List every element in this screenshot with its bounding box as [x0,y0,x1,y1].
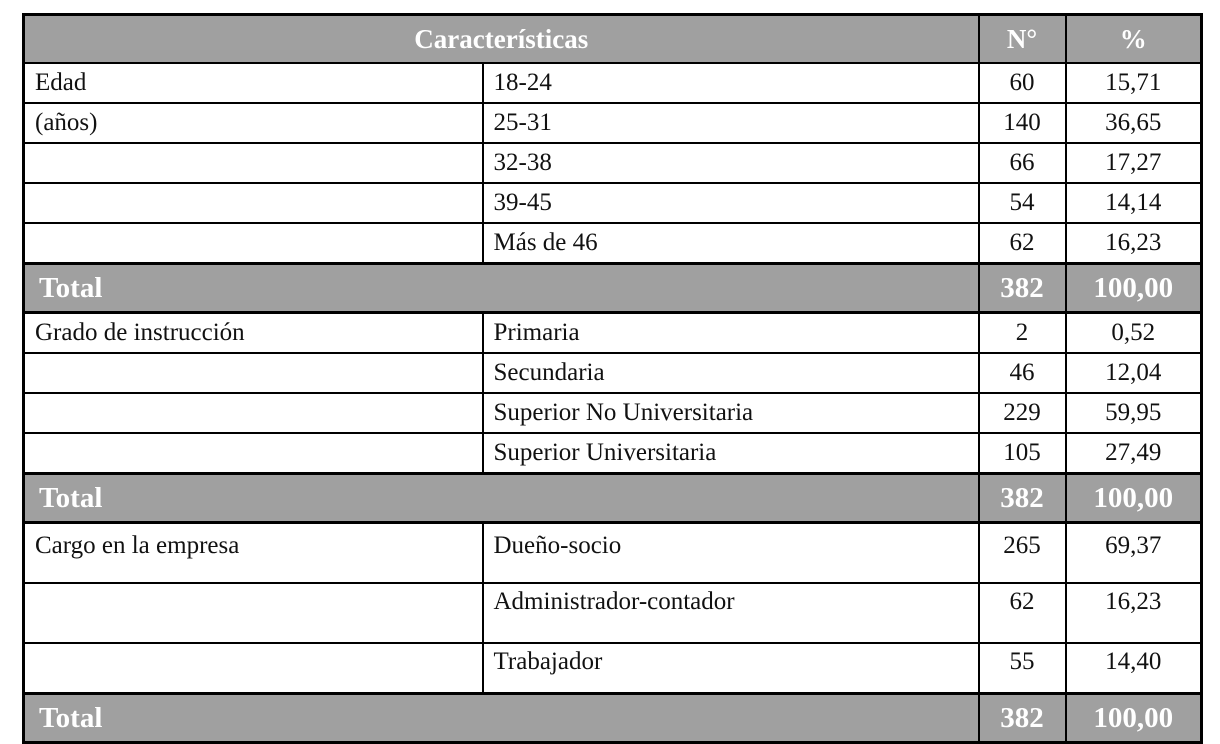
percent-cell: 14,14 [1066,183,1202,223]
header-row [24,15,1202,64]
group-label [24,183,483,223]
group-label [24,433,483,474]
table-row [24,353,1202,393]
category-cell: Secundaria [483,353,979,393]
total-count: 382 [979,474,1066,523]
table-row [24,103,1202,143]
group-label [24,643,483,694]
percent-cell: 69,37 [1066,523,1202,584]
count-cell: 54 [979,183,1066,223]
group-label [24,223,483,264]
total-count: 382 [979,264,1066,313]
percent-cell: 15,71 [1066,63,1202,103]
category-cell: Trabajador [483,643,979,694]
header-n: N° [979,15,1066,64]
table-row [24,643,1202,694]
group-label [24,583,483,643]
table-row [24,63,1202,103]
category-cell: Administrador-contador [483,583,979,643]
total-percent: 100,00 [1066,264,1202,313]
group-label [24,143,483,183]
percent-cell: 17,27 [1066,143,1202,183]
category-cell: Más de 46 [483,223,979,264]
category-cell: 25-31 [483,103,979,143]
table-row [24,223,1202,264]
table-row [24,393,1202,433]
total-row [24,264,1202,313]
percent-cell: 0,52 [1066,313,1202,354]
group-label: Edad [24,63,483,103]
total-label: Total [24,264,979,313]
table-row [24,433,1202,474]
table-row [24,183,1202,223]
group-label [24,353,483,393]
total-label: Total [24,694,979,743]
category-cell: Superior Universitaria [483,433,979,474]
total-percent: 100,00 [1066,694,1202,743]
percent-cell: 27,49 [1066,433,1202,474]
count-cell: 62 [979,583,1066,643]
percent-cell: 14,40 [1066,643,1202,694]
table-row [24,143,1202,183]
count-cell: 229 [979,393,1066,433]
category-cell: 39-45 [483,183,979,223]
percent-cell: 12,04 [1066,353,1202,393]
category-cell: Dueño-socio [483,523,979,584]
category-cell: 18-24 [483,63,979,103]
category-cell: Superior No Universitaria [483,393,979,433]
group-label: (años) [24,103,483,143]
count-cell: 62 [979,223,1066,264]
table-row [24,313,1202,354]
group-label: Cargo en la empresa [24,523,483,584]
total-label: Total [24,474,979,523]
percent-cell: 16,23 [1066,223,1202,264]
count-cell: 265 [979,523,1066,584]
table-row [24,583,1202,643]
percent-cell: 59,95 [1066,393,1202,433]
total-percent: 100,00 [1066,474,1202,523]
count-cell: 46 [979,353,1066,393]
total-row [24,694,1202,743]
count-cell: 66 [979,143,1066,183]
group-label [24,393,483,433]
group-label: Grado de instrucción [24,313,483,354]
table-row [24,523,1202,584]
count-cell: 55 [979,643,1066,694]
category-cell: Primaria [483,313,979,354]
characteristics-table [22,13,1203,744]
header-pct: % [1066,15,1202,64]
percent-cell: 16,23 [1066,583,1202,643]
total-count: 382 [979,694,1066,743]
count-cell: 2 [979,313,1066,354]
percent-cell: 36,65 [1066,103,1202,143]
count-cell: 140 [979,103,1066,143]
count-cell: 105 [979,433,1066,474]
header-characteristics: Características [24,15,979,64]
total-row [24,474,1202,523]
category-cell: 32-38 [483,143,979,183]
count-cell: 60 [979,63,1066,103]
